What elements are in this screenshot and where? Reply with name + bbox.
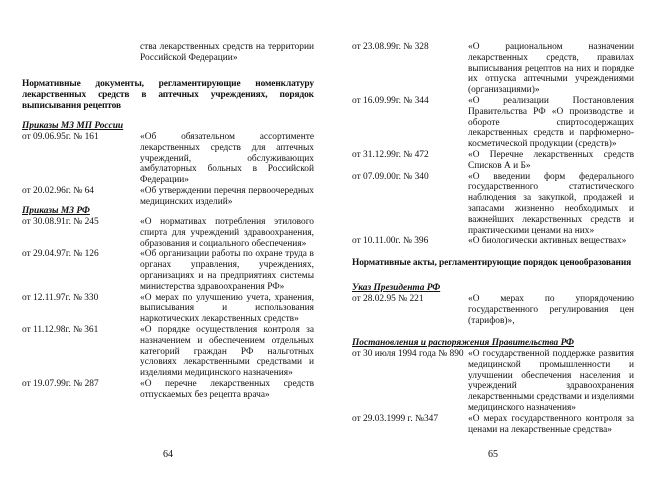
entry-date: от 19.07.99г. № 287 [22,378,99,389]
entry-date: от 07.09.00г. № 340 [352,171,429,182]
left-page [22,0,314,481]
entry-title: «О введении форм федерального государственного статистического наблюдения за закупкой, продажей и запасами жизненно необходимых и важнейших лекарственных средств и практическими ценами на них» [468,171,634,236]
entry-title: «О мерах по улучшению учета, хранения, выписывания и использования наркотических лекарственных средств» [140,292,314,325]
orders-list [352,42,634,247]
entry-title: «О рациональном назначении лекарственных средств, правилах выписывания рецептов на них и порядке их отпуска аптечными учреждениями (организациями)» [468,42,634,96]
entry-date: от 29.04.97г. № 126 [22,249,99,260]
group-heading-mz-rf: Приказы МЗ РФ [22,206,90,216]
list-item [22,325,314,379]
list-item [22,186,314,208]
entry-title: «О Перечне лекарственных средств Списков А и Б» [468,149,634,171]
list-item [352,236,634,247]
entry-title: «О мерах по упорядочению государственного регулирования цен (тарифов)», [468,294,634,326]
entry-date: от 16.09.99г. № 344 [352,95,429,106]
resolutions-list [352,349,634,435]
decree-list [352,294,634,326]
continuation-entry [22,42,314,64]
group-heading-mz-mp: Приказы МЗ МП России [22,121,124,131]
continuation-text: ства лекарственных средств на территории Российской Федерации» [140,42,314,63]
entry-date: от 12.11.97г. № 330 [22,292,99,303]
entry-title: «О биологически активных веществах» [468,236,627,247]
entry-date: от 09.06.95г. № 161 [22,132,99,142]
entry-date: от 23.08.99г. № 328 [352,42,429,52]
entry-date: от 29.03.1999 г. №347 [352,413,439,424]
entry-title: «О перечне лекарственных средств отпускаемых без рецепта врача» [140,378,314,400]
right-page [352,0,634,481]
page-number: 64 [163,449,173,461]
list-item [22,132,314,186]
entry-title: «Об организации работы по охране труда в органах управления, учреждениях, организациях и на предприятиях системы министерства здравоохранения РФ» [140,249,314,292]
entry-date: от 31.12.99г. № 472 [352,149,429,160]
group-heading-government: Постановления и распоряжения Правительства РФ [352,338,575,348]
section-heading-nomenclature: Нормативные документы, регламентирующие номенклатуру лекарственных средств в аптечных учреждениях, порядок выписывания рецептов [22,79,314,111]
list-item [22,379,314,401]
entry-date: от 11.12.98г. № 361 [22,324,99,335]
list-item [352,172,634,237]
entry-title: «О реализации Постановления Правительства РФ «О производстве и обороте спиртосодержащих лекарственных средств и парфюмерно-косметической продукции (средств)» [468,95,634,150]
list-item [352,42,634,96]
entry-title: «О государственной поддержке развития медицинской промышленности и улучшении обеспечения населения и учреждений здравоохранения лекарственными средствами и изделиями медицинского назначения» [468,349,634,413]
entry-title: «Об утверждении перечня первоочередных медицинских изделий» [140,185,314,207]
entry-date: от 30 июля 1994 года № 890 [352,349,464,359]
list-item [352,349,634,414]
list-item [22,293,314,325]
entry-title: «О нормативах потребления этилового спирта для учреждений здравоохранения, образования и социального обеспечения» [140,217,314,249]
entry-title: «О порядке осуществления контроля за назначением и обеспечением отдельных категорий граждан РФ нальготных условиях лекарственными средствами и изделиями медицинского назначения» [140,324,314,379]
group1-list [22,132,314,208]
entry-date: от 10.11.00г. № 396 [352,236,429,247]
list-item [352,150,634,172]
group-heading-president: Указ Президента РФ [352,283,441,293]
list-item [352,96,634,150]
entry-date: от 20.02.96г. № 64 [22,185,94,196]
entry-title: «О мерах государственного контроля за ценами на лекарственные средства» [468,413,634,435]
group2-list [22,217,314,401]
list-item [22,217,314,249]
entry-date: от 30.08.91г. № 245 [22,217,99,227]
page-number: 65 [488,449,498,461]
list-item [352,414,634,436]
entry-title: «Об обязательном ассортименте лекарственных средств для аптечных учреждений, обслуживающих амбулаторных больных в Российской Федерации» [140,132,314,186]
list-item [22,249,314,292]
list-item [352,294,634,326]
entry-date: от 28.02.95 № 221 [352,294,424,304]
section-heading-pricing: Нормативные акты, регламентирующие порядок ценообразования [352,258,632,268]
